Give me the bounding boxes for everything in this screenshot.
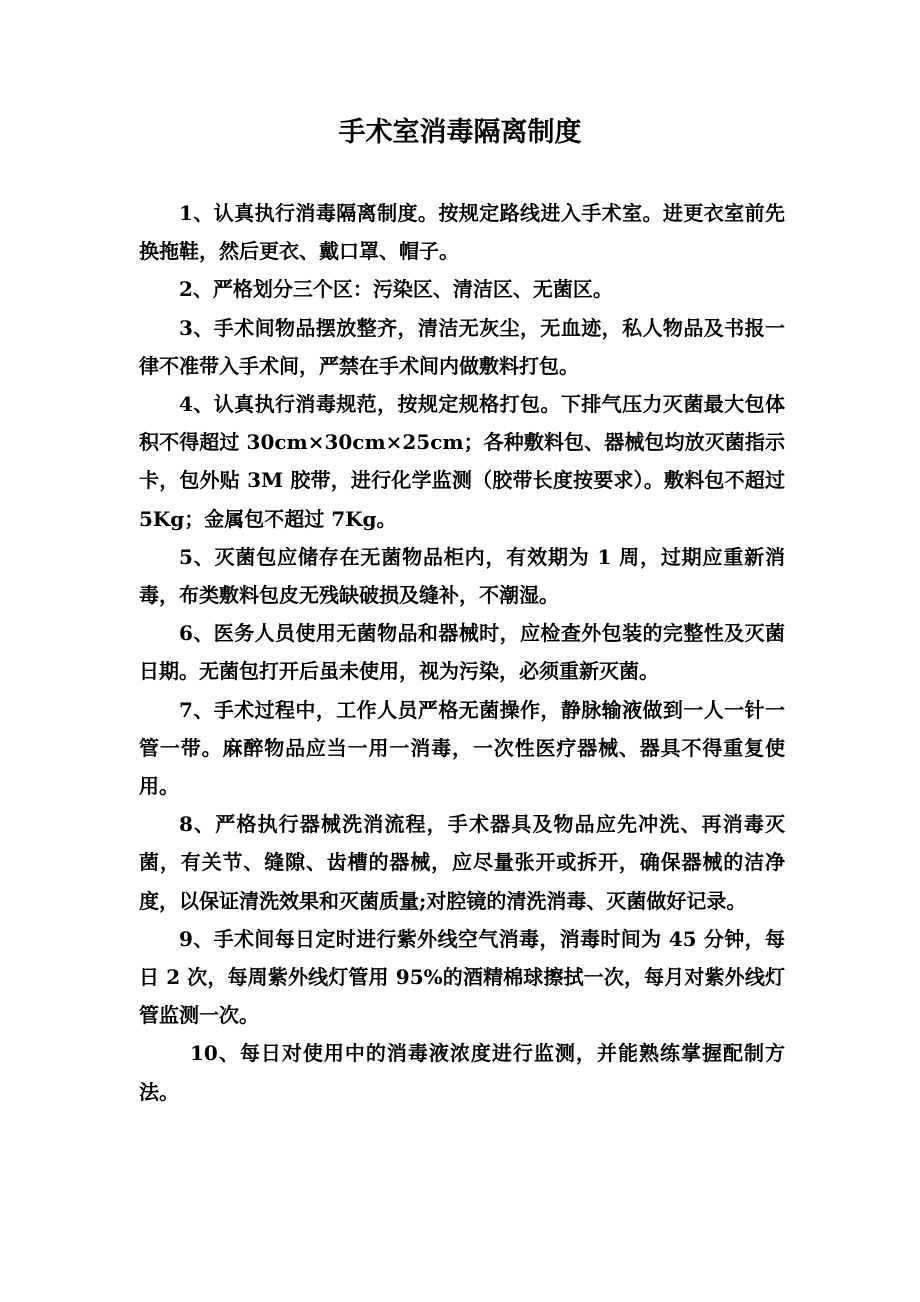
rule-paragraph-2: 2、严格划分三个区：污染区、清洁区、无菌区。: [179, 277, 613, 302]
rule-paragraph-10: 10、每日对使用中的消毒液浓度进行监测，并能熟练掌握配制方法。: [139, 1041, 785, 1104]
rule-paragraph-7: 7、手术过程中，工作人员严格无菌操作，静脉输液做到一人一针一管一带。麻醉物品应当一用一消毒，一次性医疗器械、器具不得重复使用。: [139, 697, 785, 799]
document-title: 手术室消毒隔离制度: [338, 117, 582, 148]
rule-paragraph-1: 1、认真执行消毒隔离制度。按规定路线进入手术室。进更衣室前先换拖鞋，然后更衣、戴口罩、帽子。: [139, 201, 785, 264]
rule-paragraph-6: 6、医务人员使用无菌物品和器械时，应检查外包装的完整性及灭菌日期。无菌包打开后虽未使用，视为污染，必须重新灭菌。: [139, 621, 785, 684]
rule-paragraph-9: 9、手术间每日定时进行紫外线空气消毒，消毒时间为 45 分钟，每日 2 次，每周紫外线灯管用 95%的酒精棉球擦拭一次，每月对紫外线灯管监测一次。: [139, 926, 785, 1028]
rule-paragraph-4: 4、认真执行消毒规范，按规定规格打包。下排气压力灭菌最大包体积不得超过 30cm×30cm×25cm；各种敷料包、器械包均放灭菌指示卡，包外贴 3M 胶带，进行化学监测（胶带长度按要求）。敷料包不超过 5Kg；金属包不超过 7Kg。: [139, 392, 785, 531]
rule-paragraph-3: 3、手术间物品摆放整齐，清洁无灰尘，无血迹，私人物品及书报一律不准带入手术间，严禁在手术间内做敷料打包。: [139, 315, 785, 378]
document-body: [139, 194, 785, 1111]
rule-paragraph-8: 8、严格执行器械洗消流程，手术器具及物品应先冲洗、再消毒灭菌，有关节、缝隙、齿槽的器械，应尽量张开或拆开，确保器械的洁净度，以保证清洗效果和灭菌质量;对腔镜的清洗消毒、灭菌做好记录。: [139, 812, 785, 913]
rule-paragraph-5: 5、灭菌包应储存在无菌物品柜内，有效期为 1 周，过期应重新消毒，布类敷料包皮无残缺破损及缝补，不潮湿。: [139, 544, 785, 608]
